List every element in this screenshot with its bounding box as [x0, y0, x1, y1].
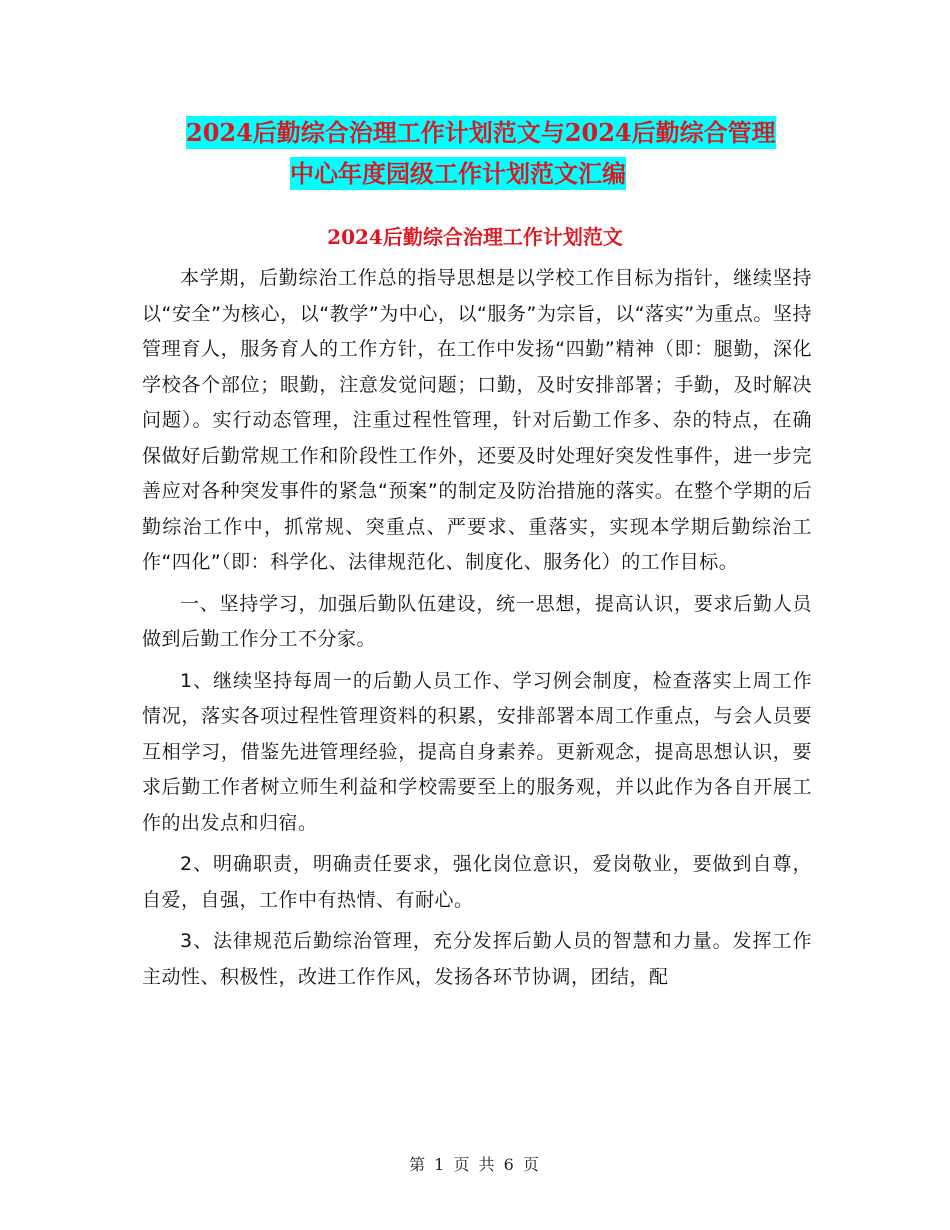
paragraph-1: 本学期，后勤综治工作总的指导思想是以学校工作目标为指针，继续坚持以“安全”为核心，以“教学”为中心，以“服务”为宗旨，以“落实”为重点。坚持管理育人，服务育人的工作方针，在工作中发扬“四勤”精神（即：腿勤，深化学校各个部位；眼勤，注意发觉问题；口勤，及时安排部署；手勤，及时解决问题）。实行动态管理，注重过程性管理，针对后勤工作多、杂的特点，在确保做好后勤常规工作和阶段性工作外，还要及时处理好突发性事件，进一步完善应对各种突发事件的紧急“预案”的制定及防治措施的落实。在整个学期的后勤综治工作中，抓常规、突重点、严要求、重落实，实现本学期后勤综治工作“四化”（即：科学化、法律规范化、制度化、服务化）的工作目标。 — [142, 267, 812, 573]
document-title-line-1 — [186, 112, 826, 153]
page-footer: 第 1 页 共 6 页 — [409, 1155, 541, 1174]
document-title-line-2 — [186, 153, 826, 194]
paragraph-5: 3、法律规范后勤综治管理，充分发挥后勤人员的智慧和力量。发挥工作主动性、积极性，改进工作作风，发扬各环节协调，团结，配 — [142, 930, 812, 988]
title-highlight-2: 中心年度园级工作计划范文汇编 — [290, 159, 626, 188]
paragraph-4: 2、明确职责，明确责任要求，强化岗位意识，爱岗敬业，要做到自尊，自爱，自强，工作中有热情、有耐心。 — [142, 853, 812, 911]
document-title — [186, 112, 826, 194]
paragraph-3: 1、继续坚持每周一的后勤人员工作、学习例会制度，检查落实上周工作情况，落实各项过程性管理资料的积累，安排部署本周工作重点，与会人员要互相学习，借鉴先进管理经验，提高自身素养。更新观念，提高思想认识，要求后勤工作者树立师生利益和学校需要至上的服务观，并以此作为各自开展工作的出发点和归宿。 — [142, 669, 812, 834]
paragraph-2: 一、坚持学习，加强后勤队伍建设，统一思想，提高认识，要求后勤人员做到后勤工作分工不分家。 — [142, 592, 812, 650]
document-body — [142, 261, 812, 1001]
section-title: 2024后勤综合治理工作计划范文 — [327, 225, 623, 249]
title-highlight-1: 2024后勤综合治理工作计划范文与2024后勤综合管理 — [186, 118, 776, 147]
